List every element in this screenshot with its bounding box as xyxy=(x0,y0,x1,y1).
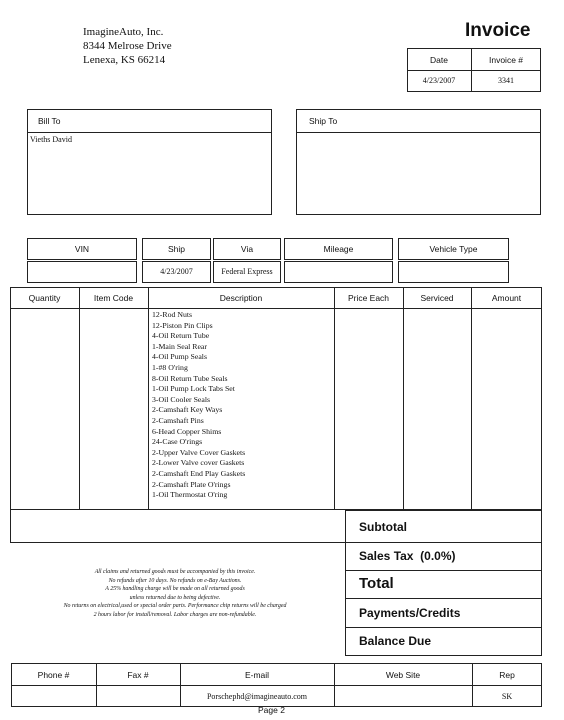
rep-label: Rep xyxy=(499,670,515,680)
terms-line: 2 hours labor for install/removal. Labor charges are non-refundable. xyxy=(93,611,257,618)
description-line: 12-Piston Pin Clips xyxy=(152,320,213,330)
company-name: ImagineAuto, Inc. xyxy=(83,26,164,38)
date-value: 4/23/2007 xyxy=(422,76,456,85)
email-value[interactable]: Porschephd@imagineauto.com xyxy=(206,692,307,701)
terms-line: All claims and returned goods must be accompanied by this invoice. xyxy=(94,569,256,575)
description-line: 1-#8 O'ring xyxy=(152,362,188,372)
description-line: 6-Head Copper Shims xyxy=(152,426,222,436)
description-line: 8-Oil Return Tube Seals xyxy=(152,373,228,383)
subtotal-label: Subtotal xyxy=(359,520,407,534)
terms-line: No returns on electrical,used or special order parts. Performance chip returns will be charged xyxy=(63,603,287,610)
ship-date-value: 4/23/2007 xyxy=(160,267,193,276)
col-header-price-each: Price Each xyxy=(347,293,390,303)
description-line: 2-Lower Valve cover Gaskets xyxy=(152,458,245,468)
sales-tax-label: Sales Tax (0.0%) xyxy=(359,549,456,563)
description-line: 2-Camshaft Plate O'rings xyxy=(152,479,231,489)
rep-value: SK xyxy=(501,692,513,701)
via-label: Via xyxy=(240,244,254,254)
bill-to-box xyxy=(27,109,272,215)
col-header-description: Description xyxy=(219,293,263,303)
description-line: 4-Oil Return Tube xyxy=(152,331,210,341)
description-line: 12-Rod Nuts xyxy=(152,310,193,319)
terms-line: No refunds after 10 days. No refunds on e-Bay Auctions. xyxy=(108,577,242,584)
description-line: 24-Case O'rings xyxy=(152,437,203,447)
col-header-serviced: Serviced xyxy=(420,293,454,303)
description-line: 2-Upper Valve Cover Gaskets xyxy=(152,447,246,457)
mileage-label: Mileage xyxy=(323,244,354,254)
web-site-label: Web Site xyxy=(385,670,421,680)
total-label: Total xyxy=(359,575,394,592)
col-header-item-code: Item Code xyxy=(93,293,134,303)
mileage-value-cell xyxy=(284,261,393,283)
vehicle-type-label: Vehicle Type xyxy=(429,244,478,254)
description-line: 2-Camshaft Pins xyxy=(152,415,204,425)
phone-label: Phone # xyxy=(37,670,70,680)
description-list xyxy=(152,310,332,501)
page-number: Page 2 xyxy=(258,705,285,715)
invoice-number-value: 3341 xyxy=(498,76,514,85)
fax-label: Fax # xyxy=(127,670,149,680)
balance-due-label: Balance Due xyxy=(359,634,432,648)
bill-to-value: Vieths David xyxy=(30,135,72,144)
ship-label: Ship xyxy=(167,244,185,254)
payments-credits-label: Payments/Credits xyxy=(359,606,461,620)
terms-text xyxy=(10,568,340,620)
ship-to-label: Ship To xyxy=(309,116,338,126)
vehicle-type-value-cell xyxy=(398,261,509,283)
description-line: 1-Oil Pump Lock Tabs Set xyxy=(152,384,235,394)
via-value: Federal Express xyxy=(221,267,273,276)
description-line: 3-Oil Cooler Seals xyxy=(152,394,211,404)
terms-line: unless returned due to being defective. xyxy=(129,594,221,601)
description-line: 1-Main Seal Rear xyxy=(152,341,207,351)
col-header-quantity: Quantity xyxy=(28,293,61,303)
description-line: 2-Camshaft End Play Gaskets xyxy=(152,468,246,478)
vin-label: VIN xyxy=(74,244,90,254)
description-line: 2-Camshaft Key Ways xyxy=(152,405,223,415)
invoice-number-label: Invoice # xyxy=(488,55,524,65)
terms-line: A 25% handling charge will be made on all returned goods xyxy=(105,586,245,593)
date-label: Date xyxy=(430,55,448,65)
email-label: E-mail xyxy=(244,670,270,680)
bill-to-label: Bill To xyxy=(38,116,61,126)
company-address-line1: 8344 Melrose Drive xyxy=(83,40,172,52)
vin-value-cell xyxy=(27,261,137,283)
invoice-title: Invoice xyxy=(465,20,531,41)
description-line: 4-Oil Pump Seals xyxy=(152,352,208,362)
col-header-amount: Amount xyxy=(491,293,522,303)
description-line: 1-Oil Thermostat O'ring xyxy=(152,490,228,500)
company-address-line2: Lenexa, KS 66214 xyxy=(83,54,166,66)
